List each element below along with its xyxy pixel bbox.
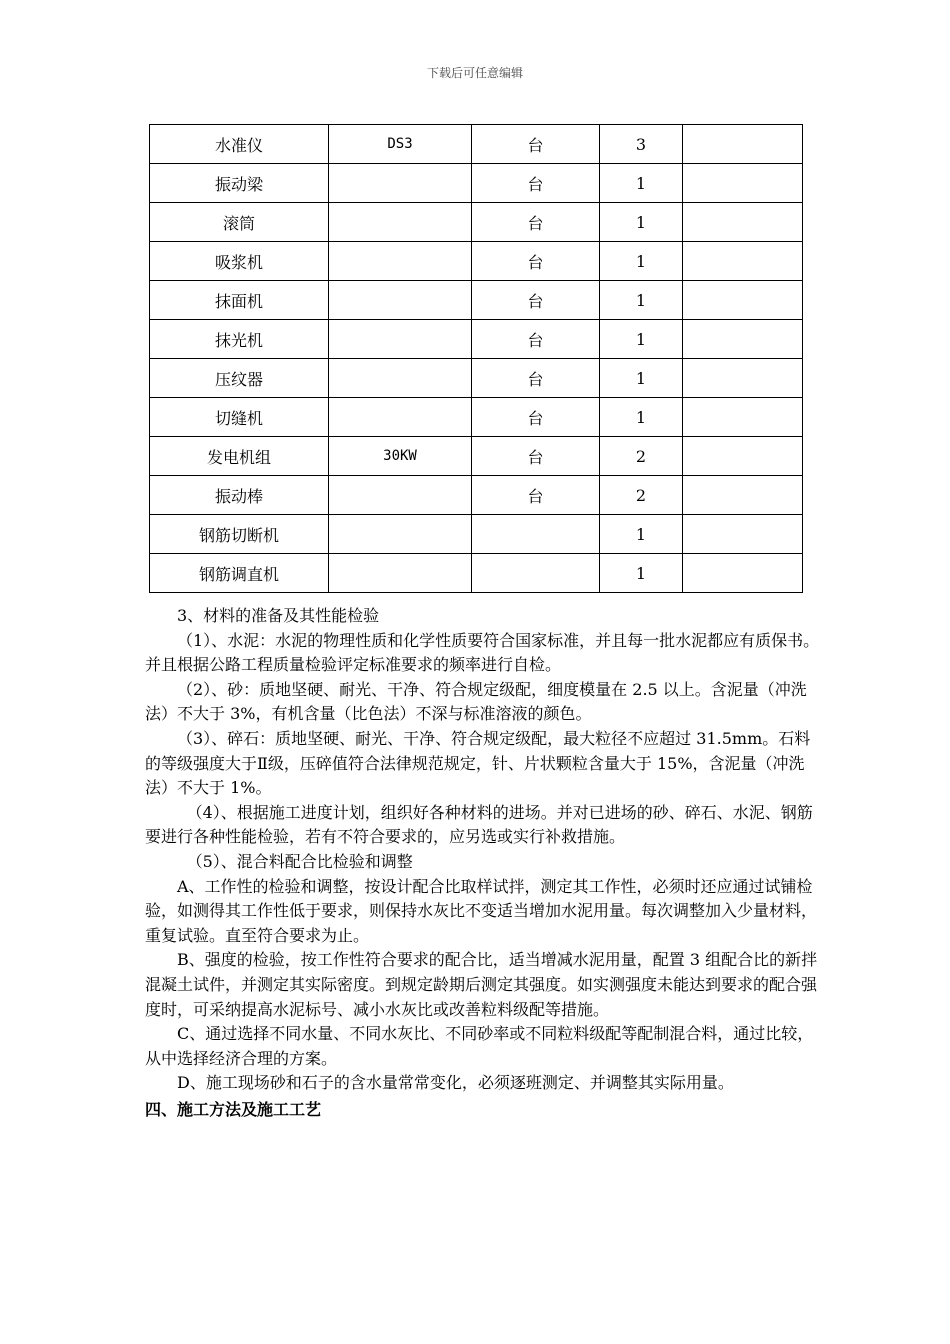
table-row xyxy=(150,164,803,203)
equipment-table xyxy=(149,124,803,593)
table-cell: 振动棒 xyxy=(150,476,329,515)
table-cell: 滚筒 xyxy=(150,203,329,242)
table-cell: 台 xyxy=(472,398,600,437)
table-cell: 1 xyxy=(600,242,683,281)
document-body xyxy=(145,604,820,1122)
table-cell: 1 xyxy=(600,515,683,554)
paragraph-sand: （2）、砂：质地坚硬、耐光、干净、符合规定级配，细度模量在 2.5 以上。含泥量（冲洗法）不大于 3%，有机含量（比色法）不深与标准溶液的颜色。 xyxy=(145,679,807,724)
table-row xyxy=(150,554,803,593)
table-cell: 台 xyxy=(472,281,600,320)
table-cell: 台 xyxy=(472,242,600,281)
table-row xyxy=(150,242,803,281)
table-cell: 2 xyxy=(600,437,683,476)
table-cell xyxy=(683,554,803,593)
table-cell: 切缝机 xyxy=(150,398,329,437)
table-cell: 压纹器 xyxy=(150,359,329,398)
table-cell xyxy=(683,242,803,281)
table-cell xyxy=(472,554,600,593)
page-header: 下载后可任意编辑 xyxy=(426,66,523,80)
table-cell xyxy=(329,359,472,398)
table-cell xyxy=(329,164,472,203)
table-cell xyxy=(683,359,803,398)
table-cell: 台 xyxy=(472,203,600,242)
paragraph-workability: A、工作性的检验和调整，按设计配合比取样试拌，测定其工作性，必须时还应通过试铺检验，如测得其工作性低于要求，则保持水灰比不变适当增加水泥用量。每次调整加入少量材料，重复试验。直至符合要求为止。 xyxy=(145,876,818,945)
table-row xyxy=(150,476,803,515)
table-cell xyxy=(683,281,803,320)
table-cell: 1 xyxy=(600,398,683,437)
table-cell: 3 xyxy=(600,125,683,164)
table-cell xyxy=(683,320,803,359)
table-cell: 1 xyxy=(600,320,683,359)
paragraph-material-entry: （4）、根据施工进度计划，组织好各种材料的进场。并对已进场的砂、碎石、水泥、钢筋要进行各种性能检验，若有不符合要求的，应另选或实行补救措施。 xyxy=(145,802,813,847)
table-cell xyxy=(683,515,803,554)
table-cell: 2 xyxy=(600,476,683,515)
table-cell xyxy=(329,515,472,554)
table-cell: 1 xyxy=(600,359,683,398)
paragraph-cement: （1）、水泥：水泥的物理性质和化学性质要符合国家标准，并且每一批水泥都应有质保书。并且根据公路工程质量检验评定标准要求的频率进行自检。 xyxy=(145,630,820,675)
table-cell: 台 xyxy=(472,437,600,476)
table-cell: 振动梁 xyxy=(150,164,329,203)
table-cell xyxy=(683,203,803,242)
table-row xyxy=(150,281,803,320)
table-cell: 钢筋调直机 xyxy=(150,554,329,593)
table-cell xyxy=(329,476,472,515)
table-cell: 台 xyxy=(472,164,600,203)
table-cell: 吸浆机 xyxy=(150,242,329,281)
paragraph-gravel: （3）、碎石：质地坚硬、耐光、干净、符合规定级配，最大粒径不应超过 31.5mm。石料的等级强度大于Ⅱ级，压碎值符合法律规范规定，针、片状颗粒含量大于 15%，含泥量（冲洗法）不大于 1%。 xyxy=(145,728,811,798)
table-row xyxy=(150,359,803,398)
table-row xyxy=(150,125,803,164)
paragraph-mix-ratio: （5）、混合料配合比检验和调整 xyxy=(186,851,413,871)
table-row xyxy=(150,320,803,359)
table-cell: 水准仪 xyxy=(150,125,329,164)
table-cell: 台 xyxy=(472,359,600,398)
table-cell xyxy=(329,203,472,242)
table-cell xyxy=(329,398,472,437)
table-cell xyxy=(683,476,803,515)
table-cell: 1 xyxy=(600,164,683,203)
paragraph-selection: C、通过选择不同水量、不同水灰比、不同砂率或不同粒料级配等配制混合料，通过比较，从中选择经济合理的方案。 xyxy=(145,1024,814,1068)
table-cell xyxy=(329,281,472,320)
table-cell xyxy=(329,320,472,359)
table-cell: DS3 xyxy=(329,125,472,164)
table-cell: 抹面机 xyxy=(150,281,329,320)
table-cell: 抹光机 xyxy=(150,320,329,359)
section-4-title: 四、施工方法及施工工艺 xyxy=(145,1099,322,1119)
table-cell xyxy=(683,437,803,476)
paragraph-strength: B、强度的检验，按工作性符合要求的配合比，适当增减水泥用量，配置 3 组配合比的新拌混凝土试件，并测定其实际密度。到规定龄期后测定其强度。如实测强度未能达到要求的配合强度时，可采纳提高水泥标号、减小水灰比或改善粒料级配等措施。 xyxy=(145,950,818,1019)
table-cell: 钢筋切断机 xyxy=(150,515,329,554)
table-cell: 发电机组 xyxy=(150,437,329,476)
table-cell: 1 xyxy=(600,281,683,320)
section-3-title: 3、材料的准备及其性能检验 xyxy=(177,606,380,625)
paragraph-moisture: D、施工现场砂和石子的含水量常常变化，必须逐班测定、并调整其实际用量。 xyxy=(177,1073,734,1093)
table-cell: 1 xyxy=(600,554,683,593)
table-cell: 30KW xyxy=(329,437,472,476)
table-cell: 台 xyxy=(472,125,600,164)
table-cell xyxy=(329,242,472,281)
table-row xyxy=(150,437,803,476)
table-cell xyxy=(683,125,803,164)
table-row xyxy=(150,515,803,554)
table-cell xyxy=(472,515,600,554)
table-cell: 台 xyxy=(472,320,600,359)
table-row xyxy=(150,398,803,437)
table-cell xyxy=(683,398,803,437)
table-cell: 1 xyxy=(600,203,683,242)
table-row xyxy=(150,203,803,242)
table-cell: 台 xyxy=(472,476,600,515)
table-cell xyxy=(329,554,472,593)
table-cell xyxy=(683,164,803,203)
